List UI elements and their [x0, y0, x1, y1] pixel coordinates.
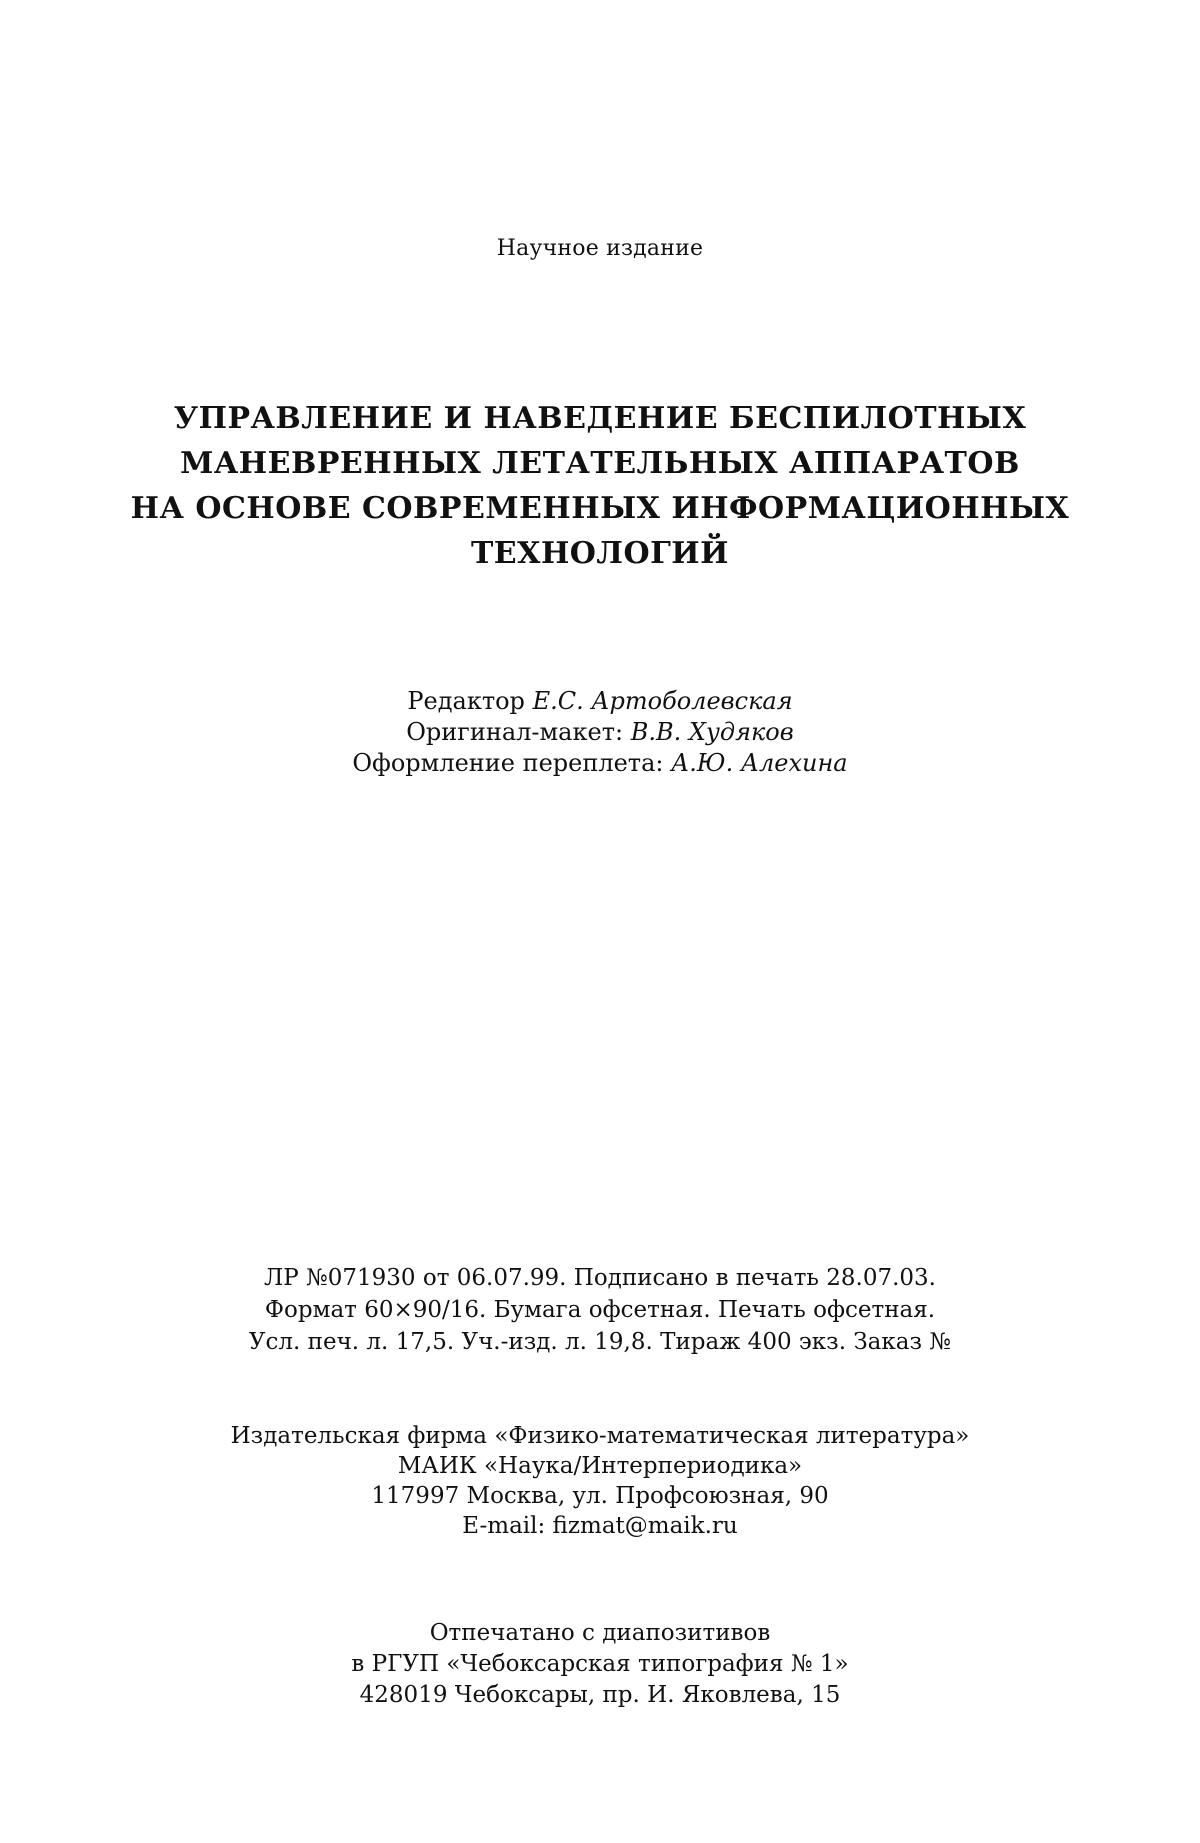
print-details	[0, 1262, 1200, 1358]
printer-line: в РГУП «Чебоксарская типография № 1»	[351, 1651, 849, 1677]
credit-name: В.В. Худяков	[630, 718, 794, 746]
printer-info	[0, 1618, 1200, 1711]
book-title	[0, 396, 1200, 576]
credit-role: Оригинал-макет:	[406, 718, 624, 746]
printer-line: 428019 Чебоксары, пр. И. Яковлева, 15	[359, 1682, 841, 1708]
credits-block	[0, 686, 1200, 779]
book-title-line: НА ОСНОВЕ СОВРЕМЕННЫХ ИНФОРМАЦИОННЫХ	[130, 491, 1070, 526]
credit-name: А.Ю. Алехина	[671, 749, 848, 777]
print-details-line: Усл. печ. л. 17,5. Уч.-изд. л. 19,8. Тираж 400 экз. Заказ №	[248, 1329, 952, 1355]
book-title-line: ТЕХНОЛОГИЙ	[470, 536, 729, 571]
book-title-line: УПРАВЛЕНИЕ И НАВЕДЕНИЕ БЕСПИЛОТНЫХ	[173, 401, 1027, 436]
credit-editor	[0, 686, 1200, 717]
publisher-info	[0, 1421, 1200, 1541]
credit-layout	[0, 717, 1200, 748]
print-details-line: ЛР №071930 от 06.07.99. Подписано в печать 28.07.03.	[264, 1265, 936, 1291]
printer-line: Отпечатано с диапозитивов	[429, 1620, 771, 1646]
book-title-line: МАНЕВРЕННЫХ ЛЕТАТЕЛЬНЫХ АППАРАТОВ	[180, 446, 1020, 481]
credit-cover-design	[0, 748, 1200, 779]
credit-role: Оформление переплета:	[352, 749, 664, 777]
publisher-line: 117997 Москва, ул. Профсоюзная, 90	[371, 1483, 829, 1509]
credit-name: Е.С. Артоболевская	[532, 687, 793, 715]
print-details-line: Формат 60×90/16. Бумага офсетная. Печать офсетная.	[264, 1297, 936, 1323]
publisher-email: E-mail: fizmat@maik.ru	[462, 1513, 738, 1539]
publisher-line: Издательская фирма «Физико-математическая литература»	[230, 1423, 970, 1449]
credit-role: Редактор	[407, 687, 525, 715]
edition-type: Научное издание	[496, 236, 704, 261]
publisher-line: МАИК «Наука/Интерпериодика»	[397, 1453, 803, 1479]
